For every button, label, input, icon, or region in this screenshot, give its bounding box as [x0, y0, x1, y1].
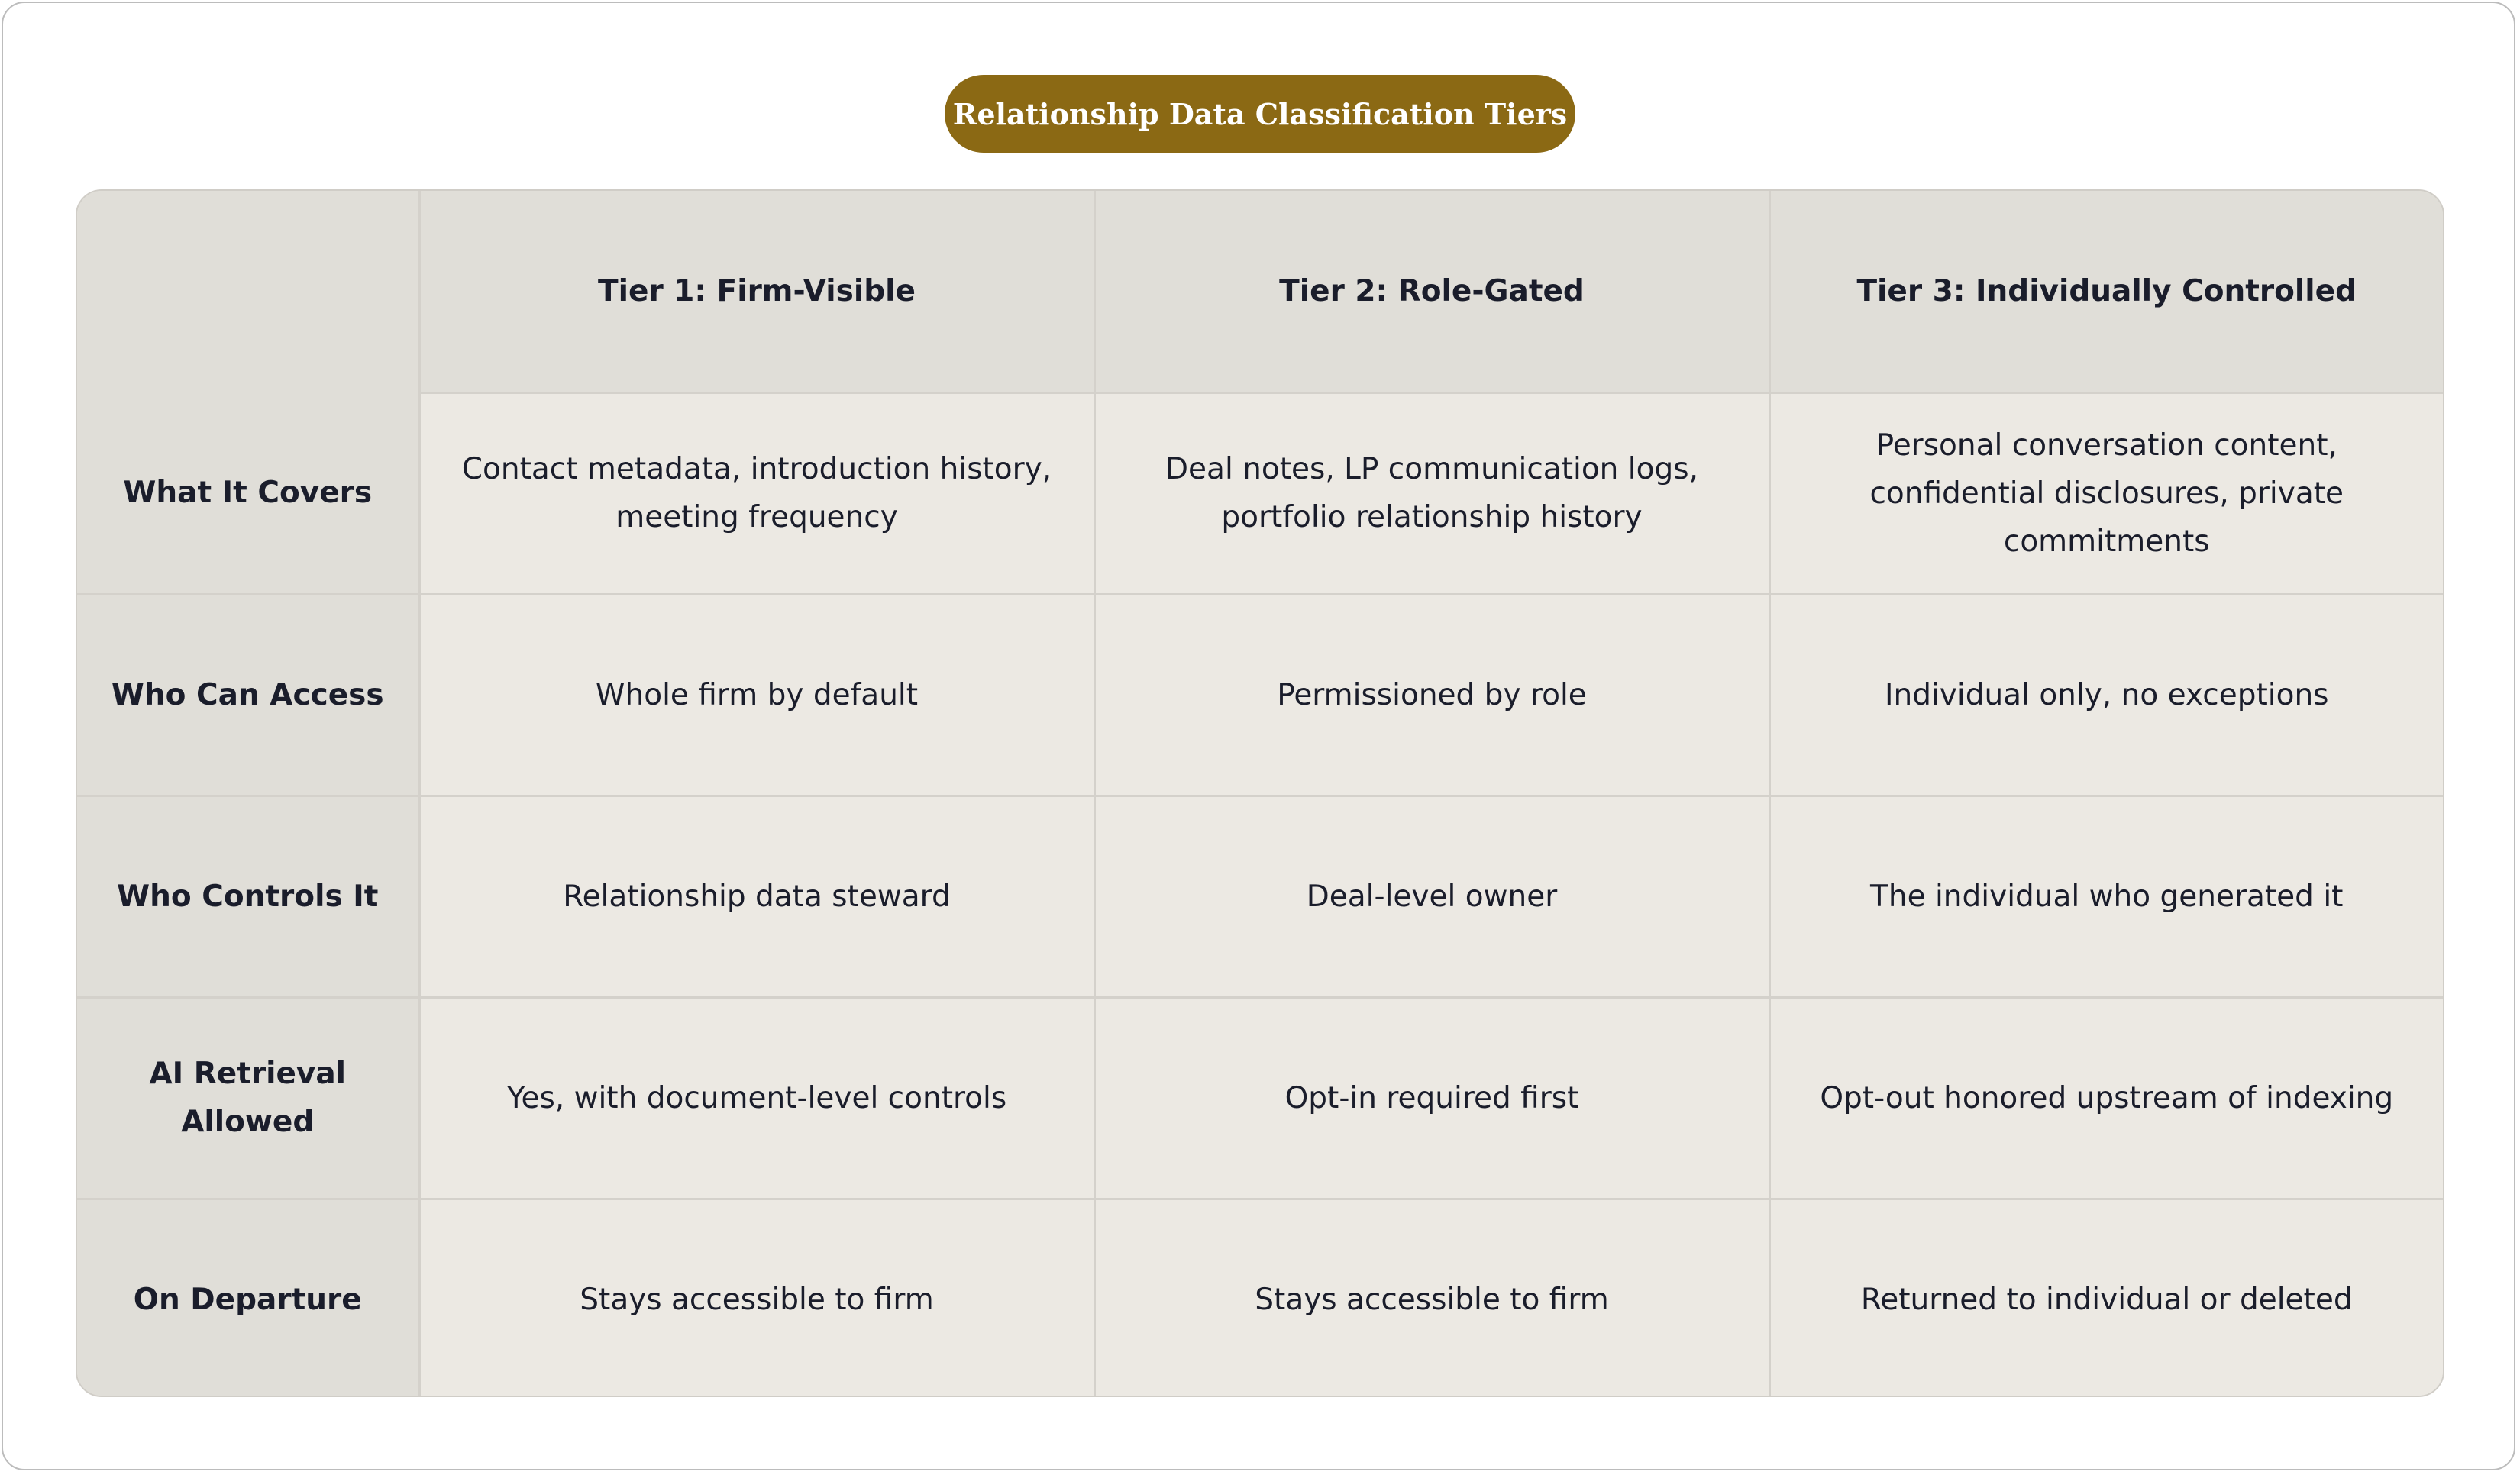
classification-table-container	[76, 189, 2444, 1397]
row-label-who-can-access: Who Can Access	[77, 594, 419, 796]
table-cell: Returned to individual or deleted	[1769, 1199, 2443, 1397]
row-label-on-departure: On Departure	[77, 1199, 419, 1397]
table-row	[77, 796, 2443, 997]
header-tier-3: Tier 3: Individually Controlled	[1769, 191, 2443, 392]
table-cell: The individual who generated it	[1769, 796, 2443, 997]
table-row	[77, 392, 2443, 594]
table-cell: Permissioned by role	[1094, 594, 1769, 796]
corner-cell	[77, 191, 419, 392]
page-title: Relationship Data Classification Tiers	[952, 96, 1568, 131]
table-header-row	[77, 191, 2443, 392]
table-cell: Stays accessible to firm	[419, 1199, 1094, 1397]
table-cell: Individual only, no exceptions	[1769, 594, 2443, 796]
table-cell: Contact metadata, introduction history, meeting frequency	[419, 392, 1094, 594]
table-row	[77, 997, 2443, 1199]
header-tier-2: Tier 2: Role-Gated	[1094, 191, 1769, 392]
header-tier-1: Tier 1: Firm-Visible	[419, 191, 1094, 392]
table-cell: Yes, with document-level controls	[419, 997, 1094, 1199]
row-label-who-controls-it: Who Controls It	[77, 796, 419, 997]
table-row	[77, 594, 2443, 796]
table-cell: Deal notes, LP communication logs, portfolio relationship history	[1094, 392, 1769, 594]
row-label-what-it-covers: What It Covers	[77, 392, 419, 594]
table-cell: Personal conversation content, confidential disclosures, private commitments	[1769, 392, 2443, 594]
row-label-ai-retrieval-allowed: AI Retrieval Allowed	[77, 997, 419, 1199]
table-cell: Deal-level owner	[1094, 796, 1769, 997]
classification-table	[77, 191, 2443, 1397]
table-cell: Stays accessible to firm	[1094, 1199, 1769, 1397]
table-cell: Opt-in required first	[1094, 997, 1769, 1199]
title-badge	[945, 75, 1575, 153]
table-row	[77, 1199, 2443, 1397]
table-cell: Relationship data steward	[419, 796, 1094, 997]
table-cell: Whole firm by default	[419, 594, 1094, 796]
table-cell: Opt-out honored upstream of indexing	[1769, 997, 2443, 1199]
